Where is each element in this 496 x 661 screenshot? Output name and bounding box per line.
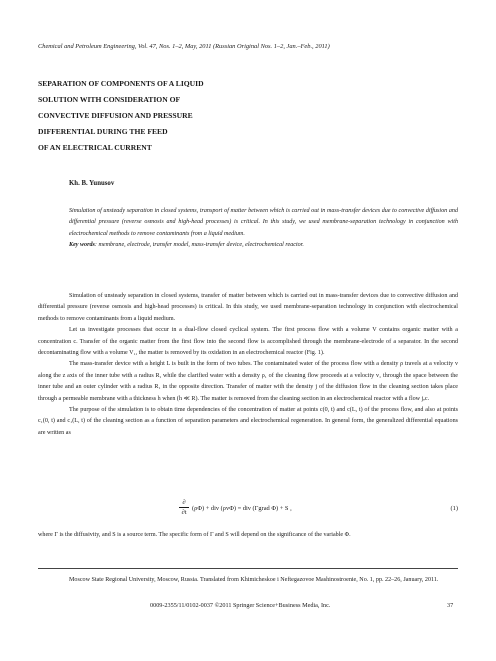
copyright-line: 0009-2355/11/0102-0037 ©2011 Springer Science+Business Media, Inc.	[150, 602, 331, 609]
title-line: SEPARATION OF COMPONENTS OF A LIQUID	[38, 79, 204, 88]
article-title	[38, 76, 458, 156]
partial-derivative	[178, 498, 190, 517]
body-paragraph: The purpose of the simulation is to obtain time dependencies of the concentration of matter at points c(0, t) and c(L, t) of the process flow, and also at points c₁(0, t) and c₁(L, t) of the cleaning section as a function of separation parameters and electrochemical regeneration. In general form, the generalized differential equations are written as	[38, 407, 458, 436]
keywords-text: : membrane, electrode, transfer model, mass-transfer device, electrochemical reactor.	[94, 242, 304, 249]
equation-denominator: ∂t	[181, 509, 187, 516]
abstract-text: Simulation of unsteady separation in closed systems, transport of matter between which is carried out in mass-transfer devices due to convective diffusion and differential pressure (reverse osmosis and high-head processes) is critical. In this study, we used membrane-separation technology in conjunction with electrochemical methods to remove contaminants from a liquid medium.	[69, 208, 458, 237]
equation-number: (1)	[450, 505, 458, 512]
equation-numerator: ∂	[182, 499, 186, 506]
body-paragraph: Let us investigate processes that occur in a dual-flow closed cyclical system. The first process flow with a volume V contains organic matter with a concentration c. Transfer of the organic matter from the first flow into the second flow is accomplished through the membrane-electrode of a separator. In the second decontaminating flow with a volume V₁, the matter is removed by its oxidation in an electrochemical reactor (Fig. 1).	[38, 327, 458, 357]
post-equation-text: where Γ is the diffusivity, and S is a source term. The specific form of Γ and S will depend on the significance of the variable Φ.	[38, 532, 351, 538]
title-line: OF AN ELECTRICAL CURRENT	[38, 143, 152, 152]
footnote-divider	[38, 568, 458, 569]
author-name: Kh. B. Yunusov	[69, 180, 115, 187]
keywords-label: Key words	[69, 242, 95, 249]
equation-1	[178, 498, 458, 524]
title-line: CONVECTIVE DIFFUSION AND PRESSURE	[38, 111, 193, 120]
body-paragraph: The mass-transfer device with a height L is built in the form of two tubes. The contaminated water of the process flow with a density ρ travels at a velocity v along the z axis of the inner tube with a radius R, while the clarified water with a density ρ₁ of the cleaning flow proceeds at a velocity v₁ through the space between the inner tube and an outer cylinder with a radius R₁ in the opposite direction. Transfer of matter with the density j of the diffusion flow in the cleaning section takes place through a permeable membrane with a thickness h when (h ≪ R). The matter is removed from the cleaning section in an electrochemical reactor with a flow jₑc.	[38, 361, 458, 402]
body-text	[38, 291, 458, 439]
equation-expression: (ρΦ) + div (ρvΦ) = div (Γgrad Φ) + S ,	[192, 505, 292, 512]
body-paragraph: Simulation of unsteady separation in closed systems, transfer of matter between which is carried out in mass-transfer devices due to convective diffusion and differential pressure (reverse osmosis and high-head processes) is critical. In this study, we used membrane-separation technology in conjunction with electrochemical methods to remove contaminants from a liquid medium.	[38, 293, 458, 322]
affiliation-footnote: Moscow State Regional University, Moscow, Russia. Translated from Khimicheskoe i Neftegazovoe Mashinostroenie, No. 1, pp. 22–26, January, 2011.	[69, 577, 439, 583]
fraction-bar	[179, 507, 189, 508]
title-line: DIFFERENTIAL DURING THE FEED	[38, 127, 168, 136]
abstract	[69, 206, 458, 252]
journal-citation: Chemical and Petroleum Engineering, Vol. 47, Nos. 1–2, May, 2011 (Russian Original Nos. 1–2, Jan.–Feb., 2011)	[38, 43, 330, 50]
keywords	[69, 240, 458, 251]
page-number: 37	[447, 602, 454, 609]
title-line: SOLUTION WITH CONSIDERATION OF	[38, 95, 181, 104]
